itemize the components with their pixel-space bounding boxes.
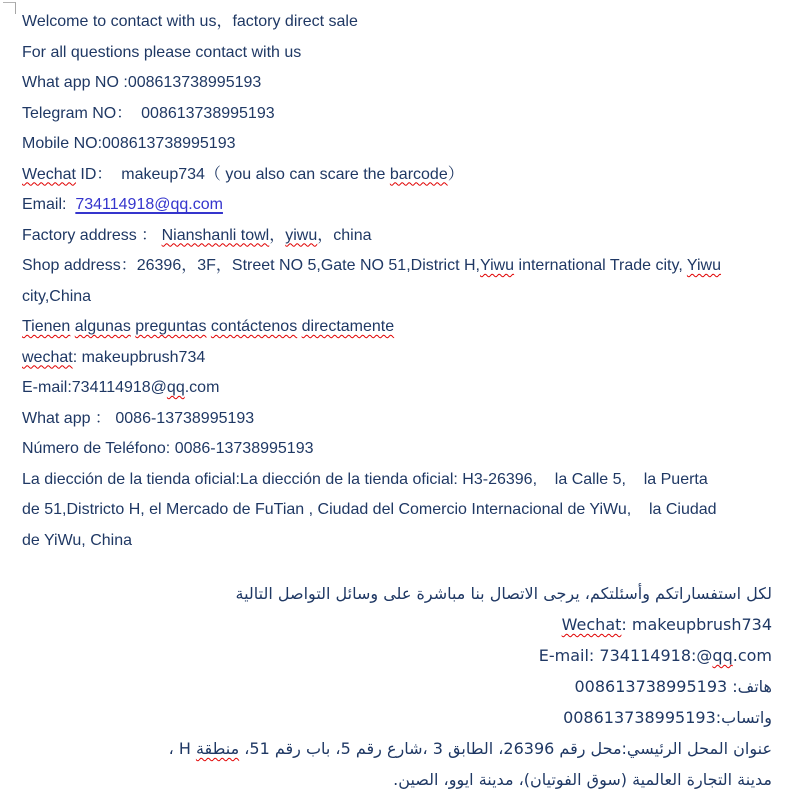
misspelled-word: preguntas xyxy=(135,318,207,335)
arabic-intro-line xyxy=(8,578,772,609)
shop-address-text-2: city,China xyxy=(22,287,92,305)
whatsapp-number-line xyxy=(22,68,792,99)
text-segment: .com xyxy=(732,646,772,665)
email-line xyxy=(22,190,792,221)
email-arabic-section-text: E-mail: 734114918:@ xyxy=(538,646,713,665)
misspelled-word: wechat xyxy=(22,348,73,366)
email-spanish-text: E-mail:734114918@ xyxy=(22,379,167,396)
phone-spanish-line xyxy=(22,434,792,465)
misspelled-word: Tienen xyxy=(22,318,71,335)
email-label: Email: xyxy=(22,196,76,213)
whatsapp-spanish-text: What app ： 0086-13738995193 xyxy=(22,409,255,427)
questions-line xyxy=(22,38,792,69)
whatsapp-spanish-line xyxy=(22,404,792,435)
shop-address-text: Shop address：26396，3F，Street NO 5,Gate NO 51,District H, xyxy=(22,257,480,274)
mobile-number-text: Mobile NO:008613738995193 xyxy=(22,135,236,152)
store-address-spanish-text-3: de YiWu, China xyxy=(22,531,132,549)
shop-address-line-2 xyxy=(22,282,792,313)
wechat-id-text: ID： makeup734（ you also can scare the xyxy=(75,165,390,183)
arabic-address-text-2: مدينة التجارة العالمية (سوق الفوتيان)، مدينة ايوو، الصين. xyxy=(393,770,772,789)
whatsapp-number-text: What app NO :008613738995193 xyxy=(22,74,262,91)
misspelled-word: qq xyxy=(712,646,733,665)
misspelled-word: Yiwu xyxy=(686,257,722,274)
misspelled-word: directamente xyxy=(301,318,395,335)
wechat-arabic-section-text: : makeupbrush734 xyxy=(621,615,772,634)
telegram-number-line xyxy=(22,99,792,130)
welcome-line xyxy=(22,7,792,38)
wechat-id-line xyxy=(22,160,792,191)
misspelled-word: contáctenos xyxy=(210,318,298,335)
store-address-spanish-text-2: de 51,Districto H, el Mercado de FuTian , Ciudad del Comercio Internacional de YiWu, la Ciudad xyxy=(22,501,717,518)
store-address-spanish-text-1: La diección de la tienda oficial:La diección de la tienda oficial: H3-26396, la Calle 5, la Puerta xyxy=(22,470,708,488)
misspelled-word: qq xyxy=(166,379,185,396)
arabic-address-text-1: عنوان المحل الرئيسي:محل رقم 26396، الطابق 3 ،شارع رقم 5، باب رقم 51، xyxy=(239,739,772,758)
text-segment: H ، xyxy=(168,739,196,758)
text-segment: .com xyxy=(184,379,220,396)
whatsapp-arabic-line xyxy=(8,702,772,733)
misspelled-word: barcode xyxy=(389,165,448,183)
whatsapp-arabic-text: واتساب:008613738995193 xyxy=(563,708,772,727)
phone-arabic-line xyxy=(8,671,772,702)
phone-arabic-text: هاتف: 008613738995193 xyxy=(574,677,772,696)
phone-spanish-text: Número de Teléfono: 0086-13738995193 xyxy=(22,440,314,457)
telegram-number-text: Telegram NO： 008613738995193 xyxy=(22,104,275,122)
text-segment: ） xyxy=(447,165,464,183)
wechat-arabic-section-line xyxy=(8,609,772,640)
text-segment: ， xyxy=(269,226,286,244)
misspelled-word: Wechat xyxy=(561,615,622,634)
store-address-spanish-line-1 xyxy=(22,465,792,496)
shop-address-line-1 xyxy=(22,251,792,282)
contact-info-block-arabic xyxy=(0,578,800,795)
email-spanish-line xyxy=(22,373,792,404)
welcome-text: Welcome to contact with us，factory direct sale xyxy=(22,13,358,30)
arabic-address-line-1 xyxy=(8,733,772,764)
factory-address-line xyxy=(22,221,792,252)
misspelled-word: منطقة xyxy=(195,739,240,758)
factory-address-label: Factory address ： xyxy=(22,226,162,244)
wechat-spanish-line xyxy=(22,343,792,374)
misspelled-word: algunas xyxy=(74,318,131,335)
email-arabic-section-line xyxy=(8,640,772,671)
store-address-spanish-line-2 xyxy=(22,495,792,526)
spanish-intro-line xyxy=(22,312,792,343)
misspelled-word: yiwu xyxy=(285,226,318,244)
email-link[interactable]: 734114918@qq.com xyxy=(75,196,223,213)
text-segment: international Trade city, xyxy=(514,257,687,274)
mobile-number-line xyxy=(22,129,792,160)
table-cell-corner-mark xyxy=(3,2,16,14)
text-segment: ，china xyxy=(317,226,372,244)
questions-text: For all questions please contact with us xyxy=(22,43,302,61)
misspelled-word: Nianshanli towl xyxy=(161,226,270,244)
arabic-address-line-2 xyxy=(8,764,772,795)
wechat-spanish-text: : makeupbrush734 xyxy=(72,348,206,366)
arabic-intro-text: لكل استفساراتكم وأسئلتكم، يرجى الاتصال بنا مباشرة على وسائل التواصل التالية xyxy=(235,584,772,603)
misspelled-word: Yiwu xyxy=(479,257,515,274)
store-address-spanish-line-3 xyxy=(22,526,792,557)
misspelled-word: Wechat xyxy=(22,165,76,183)
